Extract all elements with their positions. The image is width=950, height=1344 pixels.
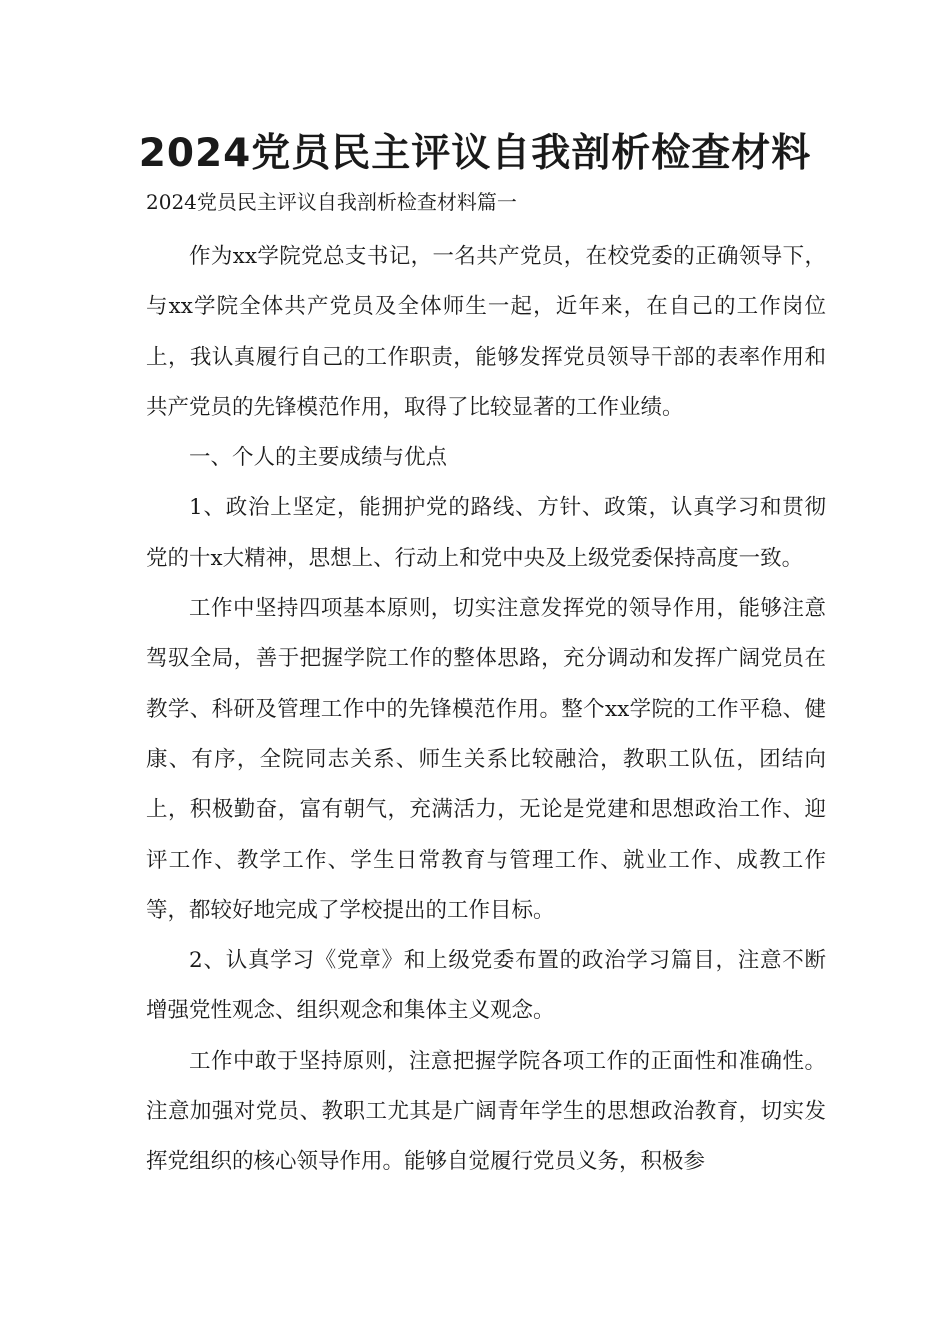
document-title: 2024党员民主评议自我剖析检查材料	[138, 131, 812, 176]
document-subtitle: 2024党员民主评议自我剖析检查材料篇一	[146, 190, 517, 214]
paragraph-point-1: 1、政治上坚定，能拥护党的路线、方针、政策，认真学习和贯彻党的十x大精神，思想上、行动上和党中央及上级党委保持高度一致。	[146, 495, 826, 571]
paragraph-point-2: 2、认真学习《党章》和上级党委布置的政治学习篇目，注意不断增强党性观念、组织观念和集体主义观念。	[146, 948, 826, 1024]
paragraph-adhere-principles: 工作中敢于坚持原则，注意把握学院各项工作的正面性和准确性。注意加强对党员、教职工尤其是广阔青年学生的思想政治教育，切实发挥党组织的核心领导作用。能够自觉履行党员义务，积极参	[146, 1048, 826, 1175]
section-heading: 一、个人的主要成绩与优点	[189, 445, 448, 471]
paragraph-work-principles: 工作中坚持四项基本原则，切实注意发挥党的领导作用，能够注意驾驭全局，善于把握学院工作的整体思路，充分调动和发挥广阔党员在教学、科研及管理工作中的先锋模范作用。整个xx学院的工作平稳、健康、有序，全院同志关系、师生关系比较融洽，教职工队伍，团结向上，积极勤奋，富有朝气，充满活力，无论是党建和思想政治工作、迎评工作、教学工作、学生日常教育与管理工作、就业工作、成教工作等，都较好地完成了学校提出的工作目标。	[146, 596, 826, 923]
paragraph-intro: 作为xx学院党总支书记，一名共产党员，在校党委的正确领导下，与xx学院全体共产党员及全体师生一起，近年来，在自己的工作岗位上，我认真履行自己的工作职责，能够发挥党员领导干部的表率作用和共产党员的先锋模范作用，取得了比较显著的工作业绩。	[146, 244, 826, 420]
document-body	[146, 232, 826, 1188]
